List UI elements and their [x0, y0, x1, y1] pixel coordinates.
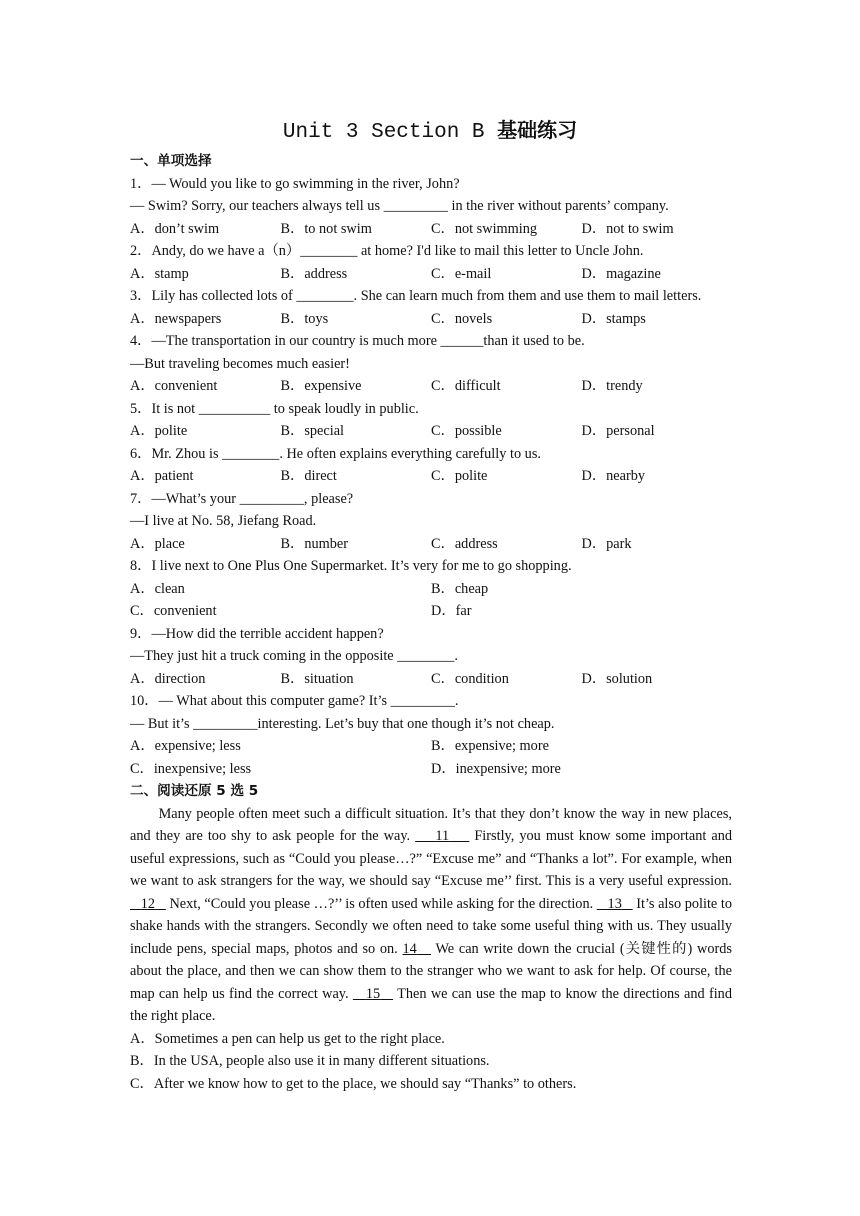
question-text: — Swim? Sorry, our teachers always tell us _________ in the river without parents’ company.	[130, 198, 669, 214]
option-row	[130, 308, 732, 331]
passage-text: Firstly, you must know some important and useful expressions, such as “Could you please…?” “Excuse me” and “Thanks a lot”. For example, when we want to ask strangers for the way, we should say “Excuse me’’ first. This is a very useful expression.	[130, 828, 733, 889]
option-d: D．inexpensive; more	[431, 760, 561, 777]
option-b: B．special	[280, 423, 345, 439]
blank-11: 11	[435, 828, 450, 844]
option-b: B．number	[280, 535, 349, 552]
option-row	[130, 578, 732, 601]
content	[130, 150, 732, 1095]
option-c: C．novels	[431, 310, 493, 327]
option-d: D．park	[581, 535, 632, 552]
section-heading-reading: 二、阅读还原 5 选 5	[130, 783, 259, 799]
option-c: C．not swimming	[431, 220, 538, 237]
question-8	[130, 555, 732, 623]
option-a: A．polite	[130, 423, 188, 439]
blank-15: 15	[365, 985, 381, 1002]
question-2	[130, 240, 732, 285]
option-a: A．direction	[130, 670, 206, 687]
option-row	[130, 465, 732, 488]
passage-text: Next, “Could you please …?’’ is often used while asking for the direction.	[169, 895, 594, 912]
option-row	[130, 735, 732, 758]
option-b: B．expensive; more	[431, 738, 549, 754]
option-row	[130, 668, 732, 691]
blank-14: 14	[402, 940, 417, 957]
question-text: —They just hit a truck coming in the opposite ________.	[130, 648, 458, 664]
question-10	[130, 690, 732, 780]
passage-text: We can write down the crucial (关键性的) words about the place, and then we can show them to the stranger who we want to ask for help. Of course, the map can help us find the correct way.	[130, 940, 732, 1002]
question-text: 9．—How did the terrible accident happen?	[130, 625, 384, 642]
question-6	[130, 443, 732, 488]
option-b: B．expensive	[280, 378, 362, 394]
question-text: 4．—The transportation in our country is much more ______than it used to be.	[130, 333, 585, 349]
option-b: B．toys	[280, 310, 329, 327]
question-9	[130, 623, 732, 691]
question-text: 5．It is not __________ to speak loudly in public.	[130, 400, 419, 417]
question-text: 3．Lily has collected lots of ________. She can learn much from them and use them to mail letters.	[130, 288, 702, 304]
option-a: A．don’t swim	[130, 220, 220, 237]
answer-option-c: C．After we know how to get to the place, we should say “Thanks” to others.	[130, 1075, 577, 1092]
blank-12: 12	[140, 895, 156, 912]
option-c: C．condition	[431, 670, 509, 687]
reading-passage	[130, 803, 732, 1028]
question-1	[130, 173, 732, 241]
option-a: A．patient	[130, 468, 194, 484]
question-text: 7．—What’s your _________, please?	[130, 490, 354, 507]
question-text: — But it’s _________interesting. Let’s buy that one though it’s not cheap.	[130, 715, 555, 732]
option-row	[130, 375, 732, 398]
option-a: A．stamp	[130, 265, 189, 282]
option-d: D．personal	[581, 423, 655, 439]
option-c: C．possible	[431, 423, 502, 439]
question-3	[130, 285, 732, 330]
question-text: 8．I live next to One Plus One Supermarket. It’s very for me to go shopping.	[130, 558, 572, 574]
option-c: C．convenient	[130, 603, 217, 619]
option-b: B．situation	[280, 670, 354, 687]
option-a: A．convenient	[130, 378, 218, 394]
title-en: Unit 3 Section B	[282, 121, 485, 144]
option-b: B．direct	[280, 468, 337, 484]
option-c: C．inexpensive; less	[130, 760, 252, 777]
option-c: C．address	[431, 535, 498, 552]
passage-text: It’s also polite to shake hands with the strangers. Secondly we often need to take some useful thing with us. They usually include pens, special maps, photos and so on.	[130, 895, 732, 957]
question-text: 6．Mr. Zhou is ________. He often explains everything carefully to us.	[130, 445, 541, 462]
question-text: —I live at No. 58, Jiefang Road.	[130, 513, 317, 529]
option-d: D．solution	[581, 670, 653, 687]
option-d: D．stamps	[581, 310, 646, 327]
answer-option-a: A．Sometimes a pen can help us get to the right place.	[130, 1030, 445, 1047]
title-cn: 基础练习	[497, 118, 578, 142]
section-heading-choice: 一、单项选择	[130, 153, 212, 169]
option-a: A．clean	[130, 580, 185, 597]
option-a: A．expensive; less	[130, 738, 241, 754]
option-c: C．difficult	[431, 378, 501, 394]
question-4	[130, 330, 732, 398]
option-b: B．address	[280, 265, 348, 282]
option-b: B．cheap	[431, 580, 489, 597]
option-d: D．magazine	[581, 265, 661, 282]
question-text: —But traveling becomes much easier!	[130, 355, 350, 372]
option-row	[130, 600, 732, 623]
option-c: C．e-mail	[431, 265, 492, 282]
question-text: 10．— What about this computer game? It’s _________.	[130, 693, 459, 709]
option-d: D．trendy	[581, 378, 643, 394]
blank-13: 13	[607, 895, 622, 912]
option-d: D．nearby	[581, 468, 646, 484]
option-row	[130, 758, 732, 781]
question-5	[130, 398, 732, 443]
page-title	[0, 114, 860, 144]
option-c: C．polite	[431, 468, 488, 484]
option-row	[130, 263, 732, 286]
option-b: B．to not swim	[280, 220, 372, 237]
question-7	[130, 488, 732, 556]
option-row	[130, 420, 732, 443]
passage-text: Then we can use the map to know the directions and find the right place.	[130, 985, 732, 1024]
option-d: D．far	[431, 603, 472, 619]
answer-option-b: B．In the USA, people also use it in many different situations.	[130, 1053, 490, 1069]
option-a: A．newspapers	[130, 310, 222, 327]
option-row	[130, 533, 732, 556]
passage-text: Many people often meet such a difficult situation. It’s that they don’t know the way in new places, and they are too shy to ask people for the way.	[130, 805, 732, 844]
question-text: 2．Andy, do we have a（n）________ at home? I'd like to mail this letter to Uncle John.	[130, 243, 644, 259]
option-row	[130, 218, 732, 241]
option-a: A．place	[130, 535, 185, 552]
option-d: D．not to swim	[581, 220, 674, 237]
question-text: 1．— Would you like to go swimming in the river, John?	[130, 175, 460, 192]
